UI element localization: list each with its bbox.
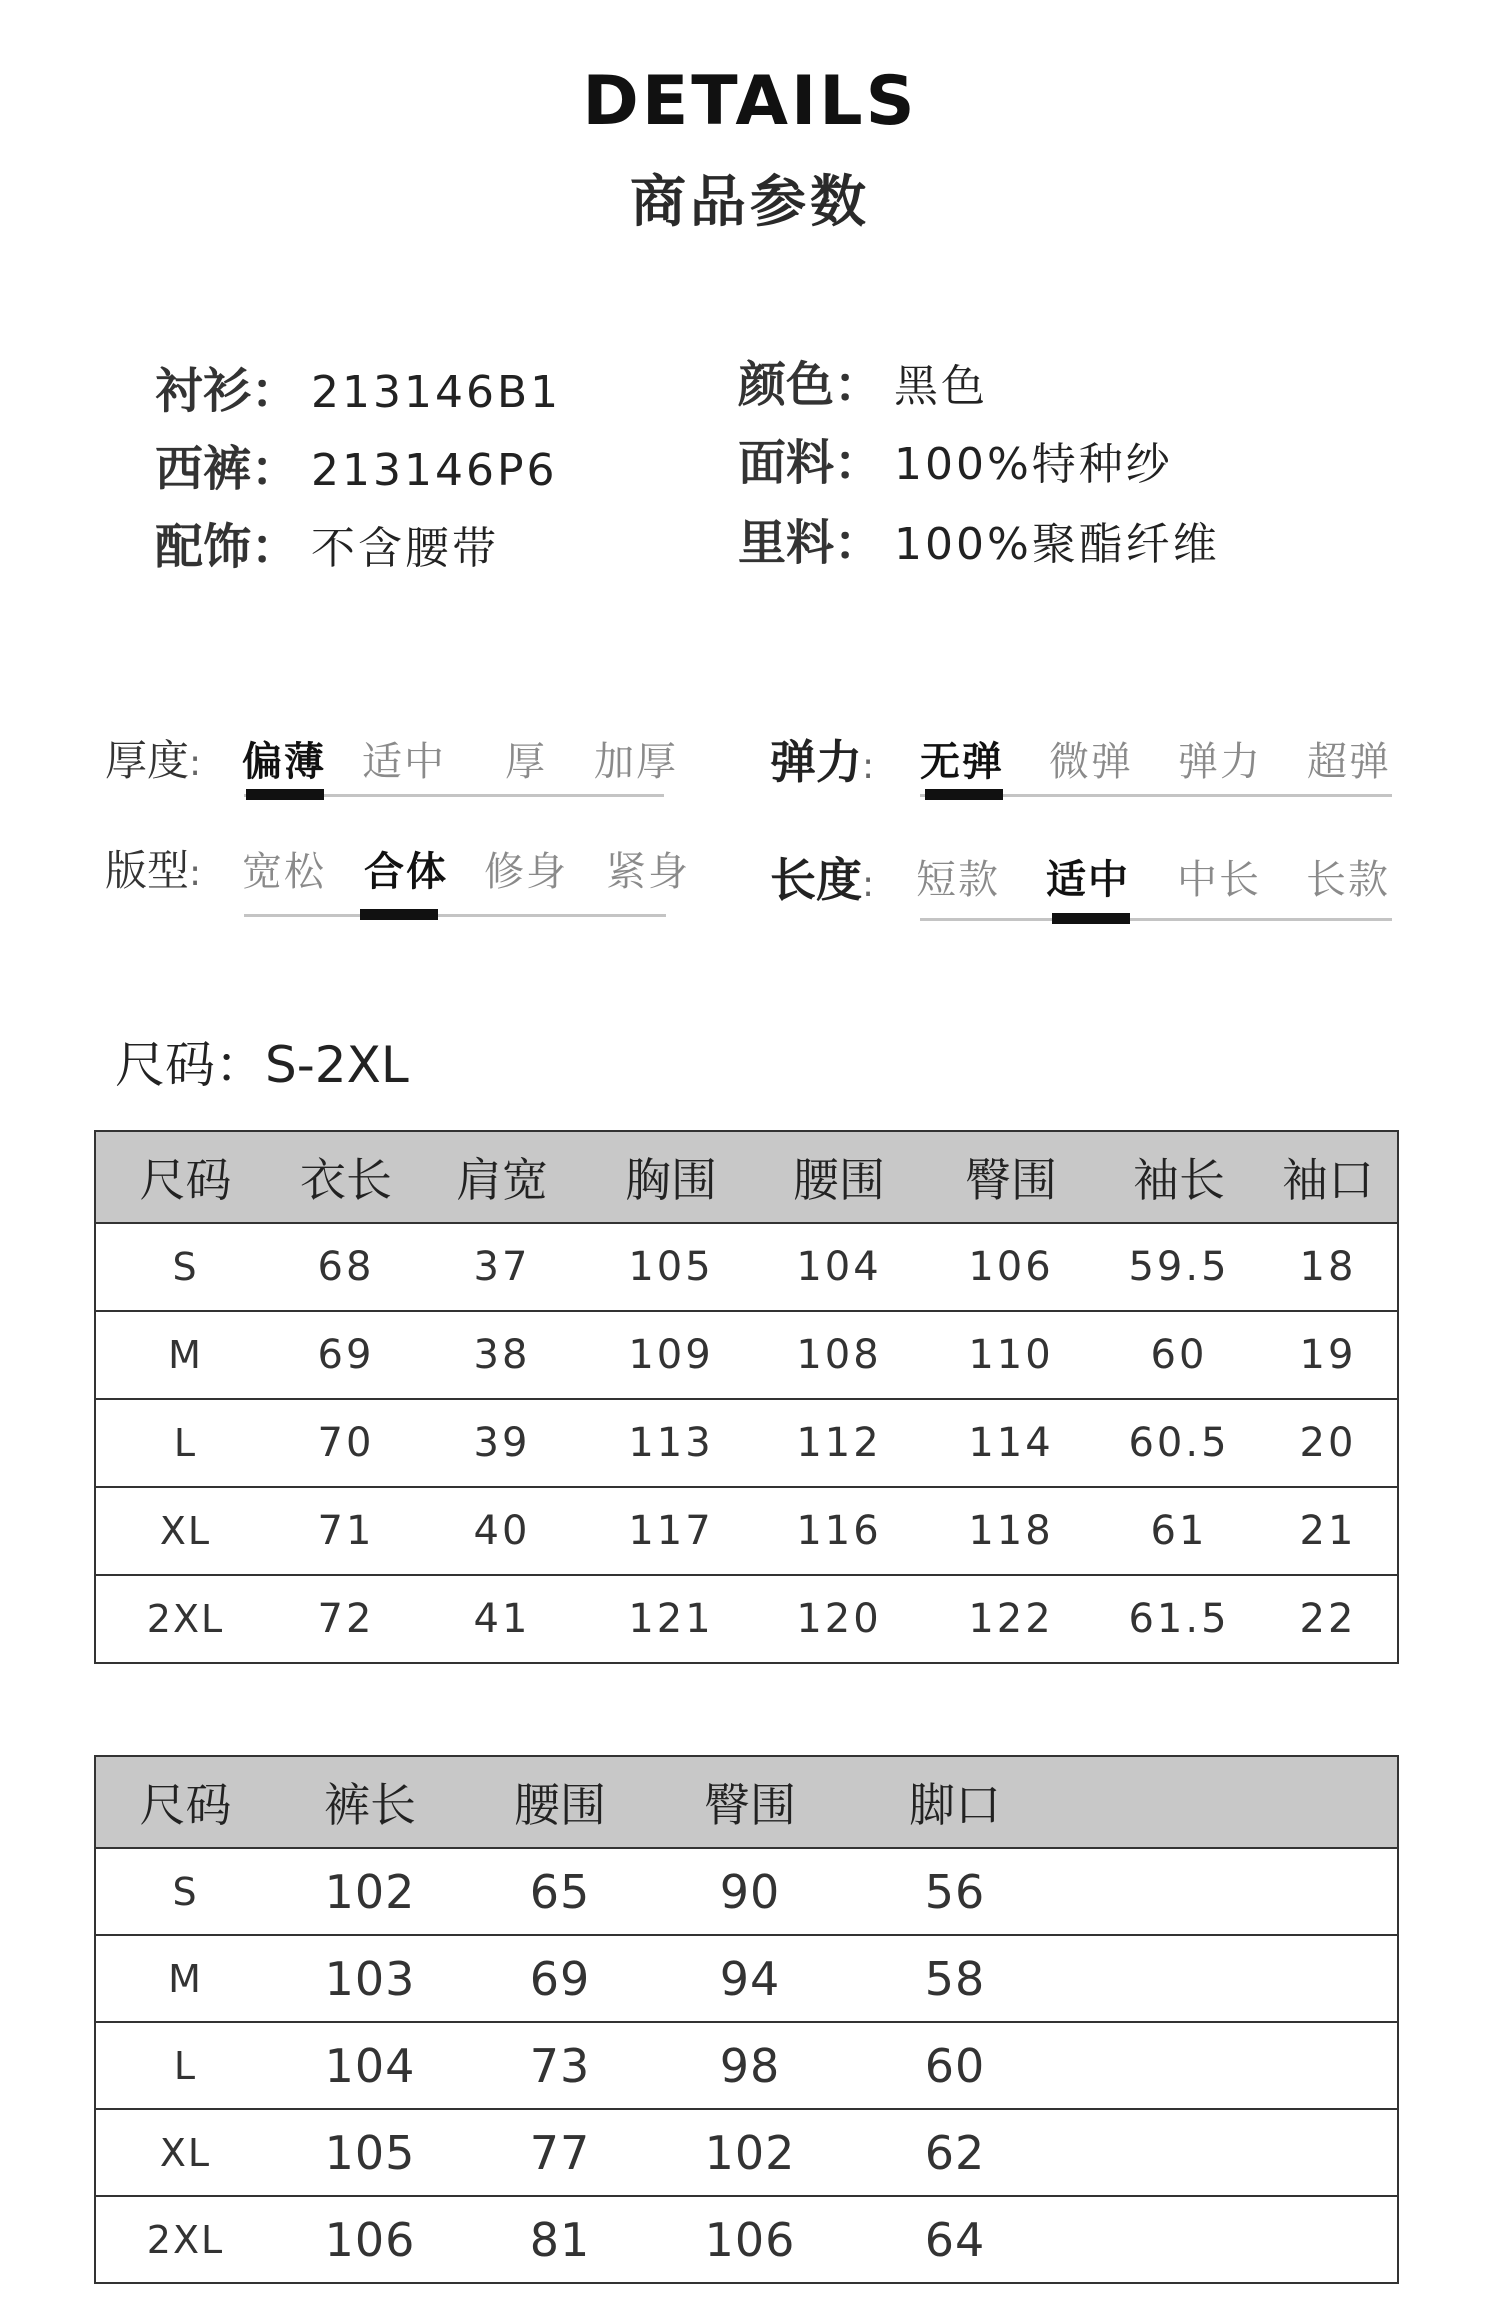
attr-thickness-label: 厚度:: [105, 736, 202, 785]
table-cell: 81: [465, 2196, 655, 2283]
column-header: 胸围: [587, 1131, 755, 1223]
table-cell-empty: [1065, 2022, 1398, 2109]
table-cell-empty: [1065, 1848, 1398, 1935]
table-cell: 94: [655, 1935, 845, 2022]
length-selected-marker: [1052, 913, 1130, 924]
table-cell: 41: [417, 1575, 587, 1663]
column-header: 脚口: [845, 1756, 1065, 1848]
table-cell: 61: [1099, 1487, 1259, 1575]
table-cell: 121: [587, 1575, 755, 1663]
table-row: [95, 1935, 1398, 2022]
table-cell: 116: [755, 1487, 923, 1575]
table-cell: 104: [275, 2022, 465, 2109]
table-cell: L: [95, 2022, 275, 2109]
table-cell: 120: [755, 1575, 923, 1663]
spec-fabric: [738, 424, 1173, 493]
option-elasticity-none: 无弹: [920, 739, 1004, 785]
spec-accessory: [155, 508, 499, 577]
table-cell: 19: [1259, 1311, 1398, 1399]
table-cell: 109: [587, 1311, 755, 1399]
table-row: [95, 1575, 1398, 1663]
table-cell: 105: [275, 2109, 465, 2196]
spec-value: 213146P6: [311, 445, 558, 496]
table-cell: 2XL: [95, 1575, 275, 1663]
column-header: 肩宽: [417, 1131, 587, 1223]
attr-elasticity-label: 弹力:: [770, 735, 875, 789]
attr-fit-label: 版型:: [105, 846, 202, 895]
table-cell: XL: [95, 1487, 275, 1575]
column-header: 腰围: [755, 1131, 923, 1223]
table-cell: 106: [923, 1223, 1099, 1311]
table-cell: 20: [1259, 1399, 1398, 1487]
table-cell: 106: [275, 2196, 465, 2283]
table-cell: 105: [587, 1223, 755, 1311]
table-cell-empty: [1065, 1935, 1398, 2022]
spec-value: 100%特种纱: [894, 439, 1173, 490]
table-cell: 103: [275, 1935, 465, 2022]
table-row: [95, 2109, 1398, 2196]
table-cell: 38: [417, 1311, 587, 1399]
table-cell: XL: [95, 2109, 275, 2196]
spec-pants: [155, 430, 558, 499]
spec-key: 面料：: [738, 435, 883, 491]
option-length-mid-long: 中长: [1177, 857, 1261, 903]
table-cell: 118: [923, 1487, 1099, 1575]
table-cell: 21: [1259, 1487, 1398, 1575]
table-cell: 56: [845, 1848, 1065, 1935]
column-header: 臀围: [923, 1131, 1099, 1223]
table-cell: 77: [465, 2109, 655, 2196]
table-cell: 112: [755, 1399, 923, 1487]
option-fit-regular: 合体: [364, 849, 448, 895]
table-cell: 73: [465, 2022, 655, 2109]
spec-color: [738, 346, 988, 415]
thickness-selected-marker: [246, 789, 324, 800]
table-cell: 40: [417, 1487, 587, 1575]
spec-key: 衬衫：: [155, 363, 300, 419]
table-cell: 65: [465, 1848, 655, 1935]
size-range-title: 尺码：S-2XL: [115, 1036, 409, 1094]
column-header: 衣长: [275, 1131, 417, 1223]
table-row: [95, 1848, 1398, 1935]
table-header-row: [95, 1131, 1398, 1223]
option-elasticity-super: 超弹: [1307, 739, 1391, 785]
table-cell: 102: [275, 1848, 465, 1935]
table-cell: 117: [587, 1487, 755, 1575]
table-cell: 2XL: [95, 2196, 275, 2283]
option-thickness-thick: 厚: [505, 739, 547, 785]
table-cell: 90: [655, 1848, 845, 1935]
table-cell: 104: [755, 1223, 923, 1311]
column-header: 袖长: [1099, 1131, 1259, 1223]
table-cell: L: [95, 1399, 275, 1487]
spec-value: 213146B1: [311, 367, 562, 418]
option-elasticity-elastic: 弹力: [1178, 739, 1262, 785]
table-row: [95, 2022, 1398, 2109]
column-header: 腰围: [465, 1756, 655, 1848]
table-cell: 59.5: [1099, 1223, 1259, 1311]
table-cell: 69: [275, 1311, 417, 1399]
table-cell: S: [95, 1223, 275, 1311]
spec-value: 黑色: [894, 361, 989, 412]
column-header: 裤长: [275, 1756, 465, 1848]
table-cell: 60.5: [1099, 1399, 1259, 1487]
option-thickness-medium: 适中: [362, 739, 446, 785]
table-cell: 60: [845, 2022, 1065, 2109]
table-cell: M: [95, 1935, 275, 2022]
table-row: [95, 2196, 1398, 2283]
table-cell: 70: [275, 1399, 417, 1487]
shirt-size-table: [94, 1130, 1399, 1664]
table-cell: 122: [923, 1575, 1099, 1663]
table-cell: 114: [923, 1399, 1099, 1487]
spec-key: 颜色：: [738, 357, 883, 413]
fit-track: [244, 914, 666, 917]
table-cell: 61.5: [1099, 1575, 1259, 1663]
fit-selected-marker: [360, 909, 438, 920]
table-cell: 72: [275, 1575, 417, 1663]
attr-length-label: 长度:: [770, 853, 875, 907]
option-length-long: 长款: [1306, 857, 1390, 903]
spec-key: 里料：: [738, 515, 883, 571]
length-track: [920, 918, 1392, 921]
table-cell: 37: [417, 1223, 587, 1311]
table-cell: 113: [587, 1399, 755, 1487]
column-header-empty: [1065, 1756, 1398, 1848]
option-thickness-extra-thick: 加厚: [594, 739, 678, 785]
column-header: 尺码: [95, 1131, 275, 1223]
table-cell: 60: [1099, 1311, 1259, 1399]
spec-value: 不含腰带: [311, 523, 500, 574]
pants-size-table: [94, 1755, 1399, 2284]
table-cell: 71: [275, 1487, 417, 1575]
table-cell: 108: [755, 1311, 923, 1399]
page-title-en: DETAILS: [582, 62, 918, 141]
option-fit-loose: 宽松: [242, 849, 326, 895]
table-cell: 68: [275, 1223, 417, 1311]
table-cell-empty: [1065, 2196, 1398, 2283]
spec-lining: [738, 504, 1220, 573]
elasticity-selected-marker: [925, 789, 1003, 800]
table-row: [95, 1311, 1398, 1399]
table-cell: 69: [465, 1935, 655, 2022]
table-cell: 98: [655, 2022, 845, 2109]
table-cell: S: [95, 1848, 275, 1935]
option-fit-slim: 修身: [484, 849, 568, 895]
spec-key: 西裤：: [155, 441, 300, 497]
table-cell-empty: [1065, 2109, 1398, 2196]
table-cell: 64: [845, 2196, 1065, 2283]
option-thickness-thin: 偏薄: [242, 739, 326, 785]
option-length-medium: 适中: [1046, 857, 1130, 903]
option-fit-tight: 紧身: [606, 849, 690, 895]
table-cell: 110: [923, 1311, 1099, 1399]
table-row: [95, 1223, 1398, 1311]
column-header: 臀围: [655, 1756, 845, 1848]
option-length-short: 短款: [916, 857, 1000, 903]
option-elasticity-slight: 微弹: [1049, 739, 1133, 785]
table-cell: 62: [845, 2109, 1065, 2196]
spec-value: 100%聚酯纤维: [894, 519, 1220, 570]
table-cell: 58: [845, 1935, 1065, 2022]
table-cell: M: [95, 1311, 275, 1399]
table-row: [95, 1487, 1398, 1575]
column-header: 袖口: [1259, 1131, 1398, 1223]
table-cell: 102: [655, 2109, 845, 2196]
table-cell: 106: [655, 2196, 845, 2283]
spec-key: 配饰：: [155, 519, 300, 575]
table-cell: 39: [417, 1399, 587, 1487]
table-cell: 18: [1259, 1223, 1398, 1311]
page-title-cn: 商品参数: [630, 170, 870, 235]
spec-shirt: [155, 352, 561, 421]
table-cell: 22: [1259, 1575, 1398, 1663]
table-row: [95, 1399, 1398, 1487]
table-header-row: [95, 1756, 1398, 1848]
column-header: 尺码: [95, 1756, 275, 1848]
